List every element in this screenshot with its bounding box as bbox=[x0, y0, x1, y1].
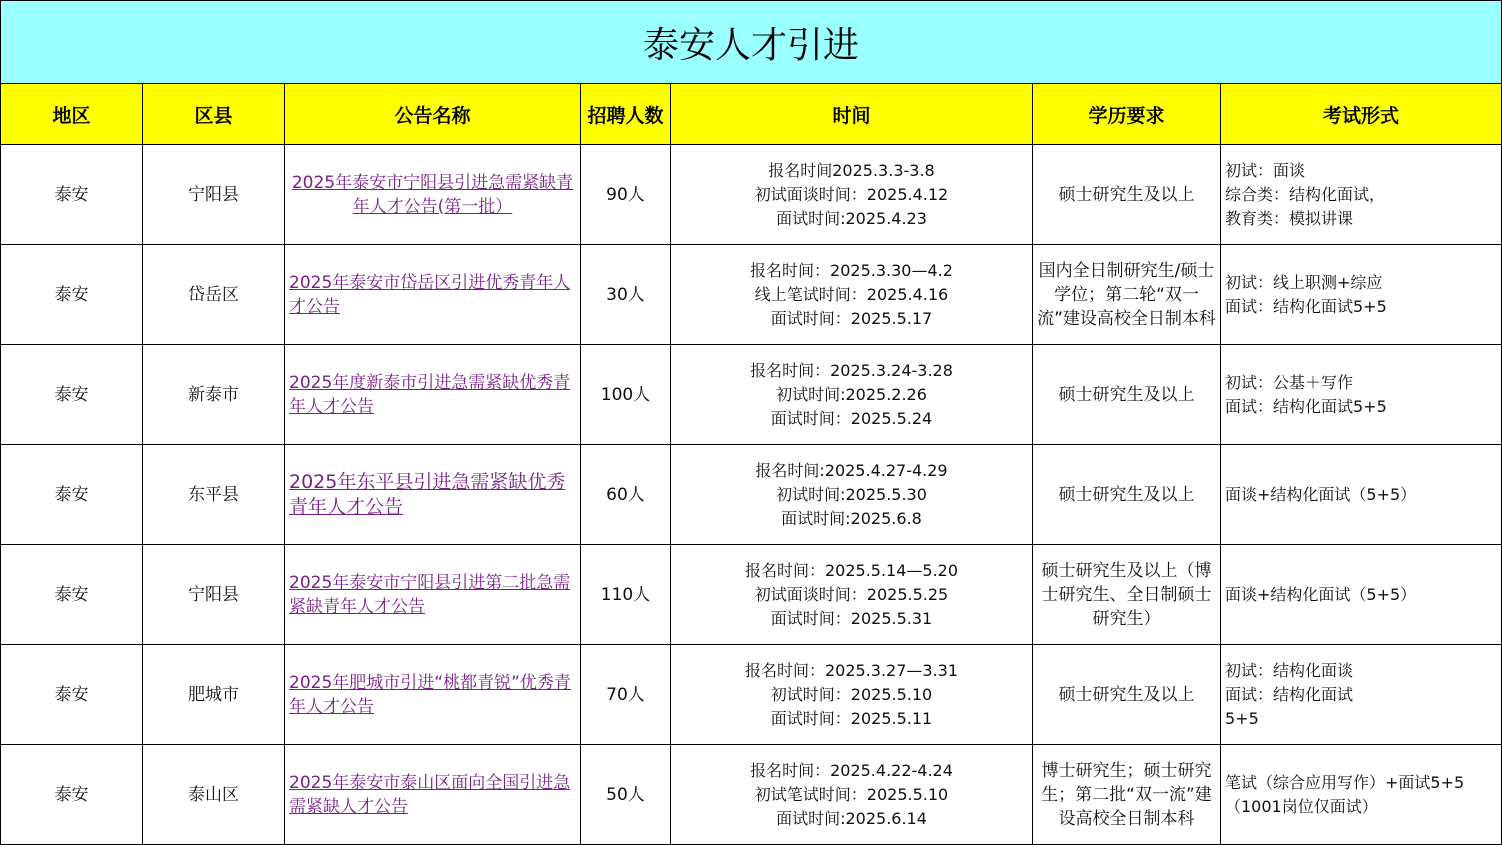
cell-county[interactable]: 肥城市 bbox=[143, 645, 285, 745]
table-row bbox=[1, 545, 1502, 645]
table-row bbox=[1, 145, 1502, 245]
cell-time[interactable]: 报名时间2025.3.3-3.8 初试面谈时间：2025.4.12 面试时间:2025.4.23 bbox=[671, 145, 1033, 245]
sheet-title[interactable]: 泰安人才引进 bbox=[1, 1, 1502, 84]
cell-county[interactable]: 宁阳县 bbox=[143, 145, 285, 245]
cell-education[interactable]: 硕士研究生及以上 bbox=[1033, 645, 1221, 745]
cell-county[interactable]: 宁阳县 bbox=[143, 545, 285, 645]
header-notice[interactable]: 公告名称 bbox=[285, 84, 581, 145]
table-row bbox=[1, 245, 1502, 345]
table-row bbox=[1, 345, 1502, 445]
cell-time[interactable]: 报名时间：2025.3.27—3.31 初试时间：2025.5.10 面试时间：2025.5.11 bbox=[671, 645, 1033, 745]
notice-link[interactable]: 2025年东平县引进急需紧缺优秀青年人才公告 bbox=[289, 470, 566, 518]
cell-notice[interactable] bbox=[285, 245, 581, 345]
cell-count[interactable]: 50人 bbox=[581, 745, 671, 845]
header-region[interactable]: 地区 bbox=[1, 84, 143, 145]
cell-count[interactable]: 90人 bbox=[581, 145, 671, 245]
cell-notice[interactable] bbox=[285, 745, 581, 845]
cell-time[interactable]: 报名时间：2025.5.14—5.20 初试面谈时间：2025.5.25 面试时间：2025.5.31 bbox=[671, 545, 1033, 645]
notice-link[interactable]: 2025年泰安市宁阳县引进第二批急需紧缺青年人才公告 bbox=[289, 572, 571, 617]
cell-notice[interactable] bbox=[285, 645, 581, 745]
cell-exam[interactable]: 初试：结构化面谈 面试：结构化面试 5+5 bbox=[1221, 645, 1502, 745]
cell-notice[interactable] bbox=[285, 545, 581, 645]
cell-exam[interactable]: 初试：公基＋写作 面试：结构化面试5+5 bbox=[1221, 345, 1502, 445]
table-row bbox=[1, 745, 1502, 845]
cell-county[interactable]: 岱岳区 bbox=[143, 245, 285, 345]
header-county[interactable]: 区县 bbox=[143, 84, 285, 145]
cell-notice[interactable] bbox=[285, 445, 581, 545]
header-count[interactable]: 招聘人数 bbox=[581, 84, 671, 145]
cell-region[interactable]: 泰安 bbox=[1, 645, 143, 745]
cell-notice[interactable] bbox=[285, 345, 581, 445]
cell-education[interactable]: 国内全日制研究生/硕士学位；第二轮“双一流”建设高校全日制本科 bbox=[1033, 245, 1221, 345]
cell-region[interactable]: 泰安 bbox=[1, 145, 143, 245]
cell-notice[interactable] bbox=[285, 145, 581, 245]
cell-time[interactable]: 报名时间：2025.3.30—4.2 线上笔试时间：2025.4.16 面试时间：2025.5.17 bbox=[671, 245, 1033, 345]
cell-county[interactable]: 东平县 bbox=[143, 445, 285, 545]
header-exam[interactable]: 考试形式 bbox=[1221, 84, 1502, 145]
cell-county[interactable]: 泰山区 bbox=[143, 745, 285, 845]
cell-education[interactable]: 硕士研究生及以上 bbox=[1033, 345, 1221, 445]
table-row bbox=[1, 445, 1502, 545]
table-row bbox=[1, 645, 1502, 745]
notice-link[interactable]: 2025年泰安市宁阳县引进急需紧缺青年人才公告(第一批） bbox=[291, 172, 574, 217]
cell-exam[interactable]: 初试：线上职测+综应 面试：结构化面试5+5 bbox=[1221, 245, 1502, 345]
notice-link[interactable]: 2025年泰安市岱岳区引进优秀青年人才公告 bbox=[289, 272, 571, 317]
cell-education[interactable]: 硕士研究生及以上（博士研究生、全日制硕士研究生） bbox=[1033, 545, 1221, 645]
header-time[interactable]: 时间 bbox=[671, 84, 1033, 145]
cell-region[interactable]: 泰安 bbox=[1, 545, 143, 645]
cell-education[interactable]: 硕士研究生及以上 bbox=[1033, 145, 1221, 245]
cell-county[interactable]: 新泰市 bbox=[143, 345, 285, 445]
notice-link[interactable]: 2025年肥城市引进“桃都青锐”优秀青年人才公告 bbox=[289, 672, 571, 717]
cell-region[interactable]: 泰安 bbox=[1, 245, 143, 345]
cell-region[interactable]: 泰安 bbox=[1, 745, 143, 845]
cell-count[interactable]: 70人 bbox=[581, 645, 671, 745]
notice-link[interactable]: 2025年泰安市泰山区面向全国引进急需紧缺人才公告 bbox=[289, 772, 571, 817]
cell-time[interactable]: 报名时间：2025.3.24-3.28 初试时间:2025.2.26 面试时间：2025.5.24 bbox=[671, 345, 1033, 445]
cell-count[interactable]: 110人 bbox=[581, 545, 671, 645]
cell-exam[interactable]: 面谈+结构化面试（5+5） bbox=[1221, 545, 1502, 645]
cell-region[interactable]: 泰安 bbox=[1, 345, 143, 445]
cell-education[interactable]: 硕士研究生及以上 bbox=[1033, 445, 1221, 545]
cell-count[interactable]: 30人 bbox=[581, 245, 671, 345]
cell-count[interactable]: 100人 bbox=[581, 345, 671, 445]
cell-exam[interactable]: 面谈+结构化面试（5+5） bbox=[1221, 445, 1502, 545]
notice-link[interactable]: 2025年度新泰市引进急需紧缺优秀青年人才公告 bbox=[289, 372, 571, 417]
cell-time[interactable]: 报名时间：2025.4.22-4.24 初试笔试时间：2025.5.10 面试时间:2025.6.14 bbox=[671, 745, 1033, 845]
cell-exam[interactable]: 初试：面谈 综合类：结构化面试， 教育类：模拟讲课 bbox=[1221, 145, 1502, 245]
cell-exam[interactable]: 笔试（综合应用写作）+面试5+5 （1001岗位仅面试） bbox=[1221, 745, 1502, 845]
header-education[interactable]: 学历要求 bbox=[1033, 84, 1221, 145]
cell-education[interactable]: 博士研究生；硕士研究生；第二批“双一流”建设高校全日制本科 bbox=[1033, 745, 1221, 845]
cell-time[interactable]: 报名时间:2025.4.27-4.29 初试时间:2025.5.30 面试时间:2025.6.8 bbox=[671, 445, 1033, 545]
cell-count[interactable]: 60人 bbox=[581, 445, 671, 545]
cell-region[interactable]: 泰安 bbox=[1, 445, 143, 545]
